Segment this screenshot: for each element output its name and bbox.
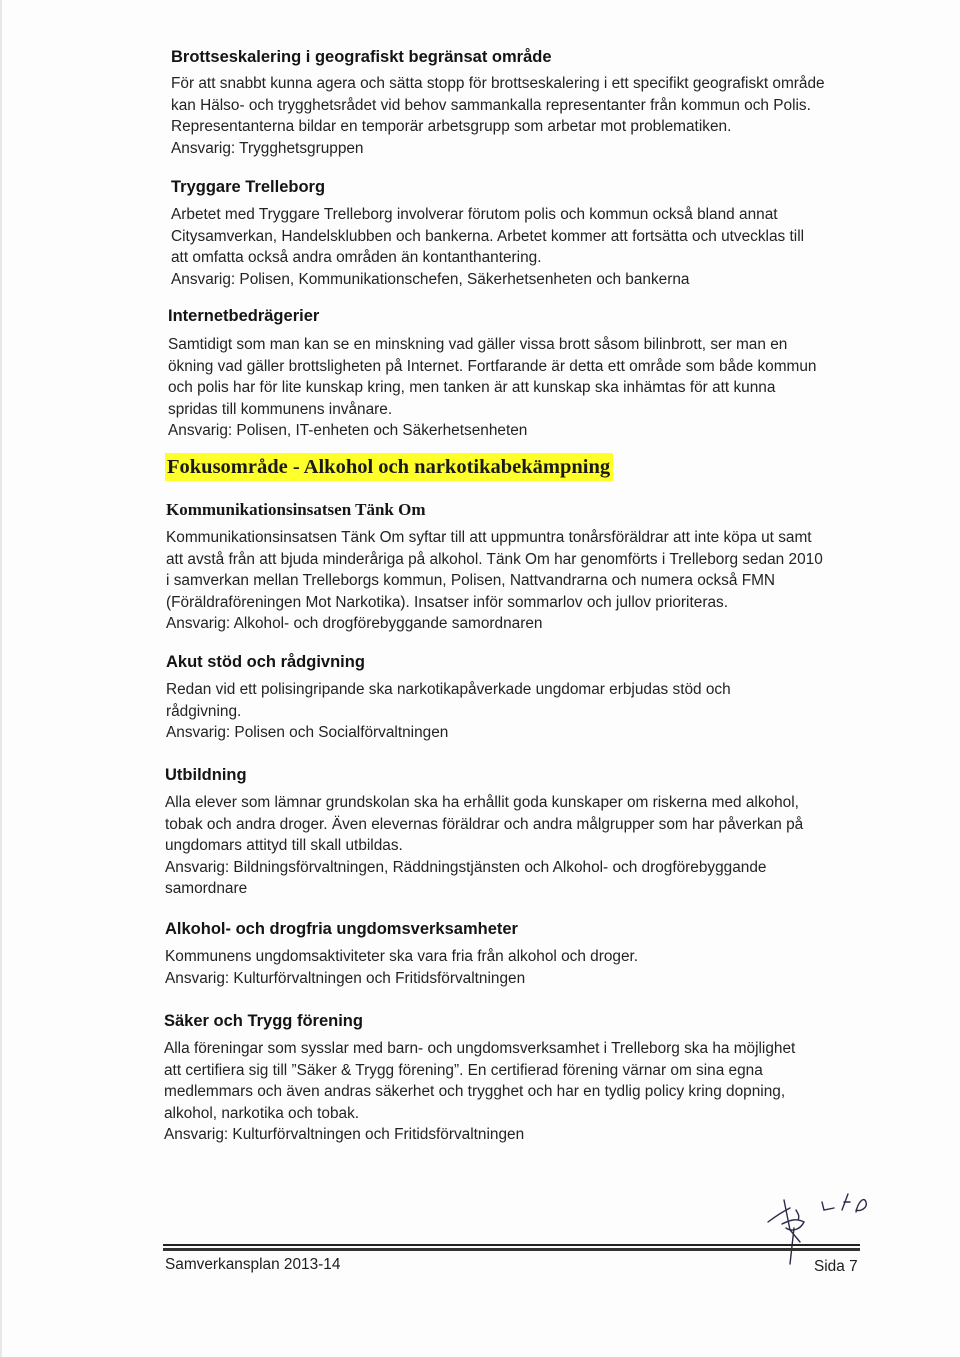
section-heading: Brottseskalering i geografiskt begränsat område: [171, 48, 552, 66]
footer-page-number: Sida 7: [814, 1258, 858, 1275]
body-line: och polis har för lite kunskap kring, men tanken är att kunskap ska inhämtas för att kunna: [168, 379, 776, 397]
section-heading: Utbildning: [165, 766, 247, 784]
section-akut-stod: [166, 652, 926, 744]
section-drogfria-verksamheter: [165, 919, 925, 989]
body-line: att omfatta också andra områden än kontanthantering.: [171, 249, 542, 267]
body-line: att certifiera sig till ”Säker & Trygg förening”. En certifierad förening värnar om sina egna: [164, 1061, 763, 1079]
responsible-line: Ansvarig: Kulturförvaltningen och Fritidsförvaltningen: [165, 969, 526, 987]
body-line: att avstå från att bjuda minderåriga på alkohol. Tänk Om har genomförts i Trelleborg sedan 2010: [166, 550, 823, 568]
scan-edge: [0, 0, 2, 1357]
section-body: [171, 204, 931, 290]
section-body: [165, 792, 925, 900]
footer-rule: [163, 1244, 860, 1246]
section-body: [168, 334, 928, 442]
handwritten-signature: [760, 1180, 880, 1270]
section-heading: Säker och Trygg förening: [164, 1012, 363, 1030]
footer-document-title: Samverkansplan 2013-14: [165, 1256, 341, 1273]
body-line: Alla elever som lämnar grundskolan ska ha erhållit goda kunskaper om riskerna med alkohol,: [165, 794, 799, 811]
section-heading: Internetbedrägerier: [168, 307, 320, 325]
body-line: Kommunikationsinsatsen Tänk Om syftar till att uppmuntra tonårsföräldrar att inte köpa ut samt: [166, 529, 812, 546]
section-body: [164, 1038, 924, 1146]
section-body: [171, 73, 931, 159]
focus-area-heading: Fokusområde - Alkohol och narkotikabekämpning: [165, 453, 613, 481]
body-line: rådgivning.: [166, 702, 242, 720]
body-line: ökning vad gäller brottsligheten på Internet. Fortfarande är detta ett område som både kommun: [168, 357, 817, 375]
body-line: ungdomars attityd till skall utbildas.: [165, 837, 403, 855]
section-heading: Tryggare Trelleborg: [171, 178, 326, 196]
responsible-line: Ansvarig: Bildningsförvaltningen, Räddningstjänsten och Alkohol- och drogförebyggande: [165, 858, 767, 876]
responsible-line: Ansvarig: Polisen, IT-enheten och Säkerhetsenheten: [168, 422, 528, 440]
section-body: [166, 679, 926, 744]
body-line: Alla föreningar som sysslar med barn- och ungdomsverksamhet i Trelleborg ska ha möjlighet: [164, 1040, 796, 1057]
body-line: Citysamverkan, Handelsklubben och bankerna. Arbetet kommer att fortsätta och utvecklas till: [171, 227, 805, 245]
body-line: i samverkan mellan Trelleborgs kommun, Polisen, Nattvandrarna och numera också FMN: [166, 572, 776, 590]
body-line: Arbetet med Tryggare Trelleborg involverar förutom polis och kommun också bland annat: [171, 206, 778, 223]
responsible-line: Ansvarig: Polisen, Kommunikationschefen, Säkerhetsenheten och bankerna: [171, 270, 690, 288]
body-line: Representanterna bildar en temporär arbetsgrupp som arbetar mot problematiken.: [171, 118, 732, 136]
body-line: tobak och andra droger. Även elevernas föräldrar och andra målgrupper som har påverkan på: [165, 815, 804, 833]
section-heading: Akut stöd och rådgivning: [166, 653, 365, 671]
body-line: alkohol, narkotika och tobak.: [164, 1104, 360, 1122]
section-tank-om: [166, 500, 926, 635]
section-body: [165, 946, 925, 989]
body-line: Redan vid ett polisingripande ska narkotikapåverkade ungdomar erbjudas stöd och: [166, 681, 731, 698]
section-tryggare-trelleborg: [171, 177, 931, 290]
section-internetbedragerier: [168, 306, 928, 442]
body-line: (Föräldraföreningen Mot Narkotika). Insatser inför sommarlov och jullov prioriteras.: [166, 593, 728, 611]
responsible-line: Ansvarig: Alkohol- och drogförebyggande samordnaren: [166, 615, 543, 633]
section-saker-trygg-forening: [164, 1011, 924, 1146]
body-line: Samtidigt som man kan se en minskning vad gäller vissa brott såsom bilinbrott, ser man en: [168, 336, 788, 353]
body-line: För att snabbt kunna agera och sätta stopp för brottseskalering i ett specifikt geografiskt område: [171, 75, 825, 92]
section-utbildning: [165, 765, 925, 900]
section-brottseskalering: [171, 47, 931, 159]
body-line: Kommunens ungdomsaktiviteter ska vara fria från alkohol och droger.: [165, 948, 639, 965]
section-heading: Alkohol- och drogfria ungdomsverksamheter: [165, 920, 518, 938]
body-line: spridas till kommunens invånare.: [168, 400, 393, 418]
section-body: [166, 527, 926, 635]
responsible-line: Ansvarig: Polisen och Socialförvaltningen: [166, 724, 449, 742]
body-line: medlemmars och även andras säkerhet och trygghet och har en tydlig policy kring dopning,: [164, 1083, 786, 1101]
responsible-line: samordnare: [165, 880, 248, 898]
section-heading: Kommunikationsinsatsen Tänk Om: [166, 500, 426, 519]
responsible-line: Ansvarig: Trygghetsgruppen: [171, 139, 364, 157]
footer-rule: [163, 1248, 860, 1251]
body-line: kan Hälso- och trygghetsrådet vid behov sammankalla representanter från kommun och Polis.: [171, 96, 811, 114]
responsible-line: Ansvarig: Kulturförvaltningen och Fritidsförvaltningen: [164, 1126, 525, 1144]
